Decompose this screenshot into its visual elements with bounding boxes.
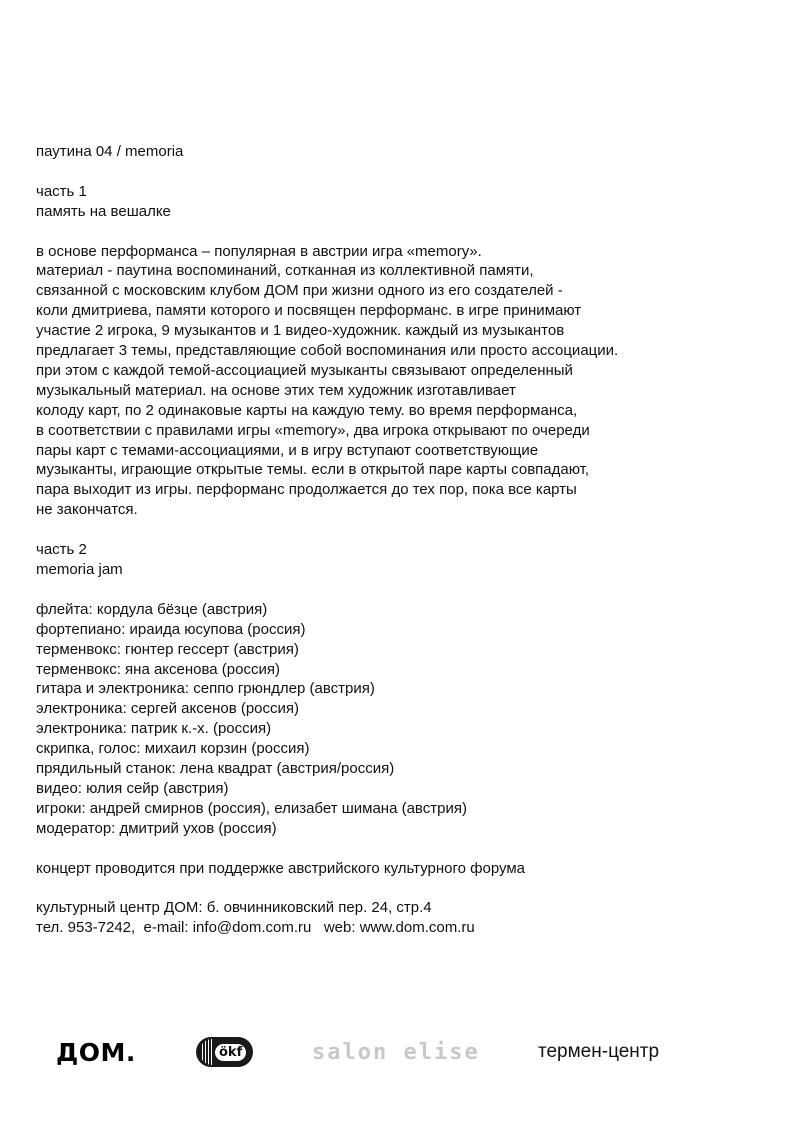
termen-center-logo: термен-центр [538, 1041, 660, 1062]
address-line: культурный центр ДОМ: б. овчинниковский пер. 24, стр.4 [36, 899, 432, 917]
description-line: предлагает 3 темы, представляющие собой воспоминания или просто ассоциации. [36, 342, 619, 360]
sponsor-logos [0, 1030, 787, 1074]
description-line: при этом с каждой темой-ассоциацией музыканты связывают определенный [36, 361, 573, 379]
performer-list [36, 600, 761, 839]
performer-item: терменвокс: яна аксенова (россия) [36, 660, 280, 678]
performer-item: скрипка, голос: михаил корзин (россия) [36, 740, 310, 758]
performer-item: прядильный станок: лена квадрат (австрия/россия) [36, 760, 395, 778]
okf-logo-text: ökf [215, 1044, 246, 1061]
web-text: web: www.dom.com.ru [323, 919, 475, 937]
performer-item: модератор: дмитрий ухов (россия) [36, 819, 277, 837]
document-text [36, 142, 761, 938]
dom-logo: ДОМ. [56, 1037, 136, 1067]
description-line: пара выходит из игры. перформанс продолжается до тех пор, пока все карты [36, 481, 577, 499]
description-line: не закончатся. [36, 501, 138, 519]
part2-subtitle: memoria jam [36, 560, 123, 578]
salon-elise-logo: salon elise [312, 1039, 480, 1065]
performer-item: игроки: андрей смирнов (россия), елизабет шимана (австрия) [36, 799, 467, 817]
part1-heading: часть 1 [36, 182, 87, 200]
okf-logo [196, 1030, 253, 1074]
performer-item: флейта: кордула бёзце (австрия) [36, 600, 268, 618]
description-line: коли дмитриева, памяти которого и посвящен перформанс. в игре принимают [36, 302, 582, 320]
part2-heading: часть 2 [36, 541, 87, 559]
email-text: e-mail: info@dom.com.ru [143, 919, 312, 937]
performer-item: фортепиано: ираида юсупова (россия) [36, 620, 306, 638]
description-line: в соответствии с правилами игры «memory», два игрока открывают по очереди [36, 421, 590, 439]
support-note: концерт проводится при поддержке австрийского культурного форума [36, 859, 525, 877]
description-line: связанной с московским клубом ДОМ при жизни одного из его создателей - [36, 282, 563, 300]
description-line: участие 2 игрока, 9 музыкантов и 1 видео-художник. каждый из музыкантов [36, 322, 565, 340]
performer-item: электроника: сергей аксенов (россия) [36, 700, 300, 718]
performer-item: электроника: патрик к.-х. (россия) [36, 720, 272, 738]
document-title: паутина 04 / memoria [36, 143, 184, 160]
contact-line [36, 918, 761, 938]
description-line: в основе перформанса – популярная в австрии игра «memory». [36, 242, 482, 260]
part1-description [36, 242, 761, 521]
description-line: музыкальный материал. на основе этих тем художник изготавливает [36, 381, 516, 399]
description-line: колоду карт, по 2 одинаковые карты на каждую тему. во время перформанса, [36, 401, 578, 419]
okf-stripes-icon [200, 1039, 212, 1065]
part1-subtitle: память на вешалке [36, 202, 171, 220]
okf-mark [196, 1037, 253, 1067]
description-line: материал - паутина воспоминаний, сотканная из коллективной памяти, [36, 262, 534, 280]
description-line: пары карт с темами-ассоциациями, и в игру вступают соответствующие [36, 441, 539, 459]
description-line: музыканты, играющие открытые темы. если в открытой паре карты совпадают, [36, 461, 590, 479]
performer-item: гитара и электроника: сеппо грюндлер (австрия) [36, 680, 375, 698]
phone-text: тел. 953-7242, [36, 919, 136, 937]
performer-item: терменвокс: гюнтер гессерт (австрия) [36, 640, 299, 658]
performer-item: видео: юлия сейр (австрия) [36, 779, 229, 797]
